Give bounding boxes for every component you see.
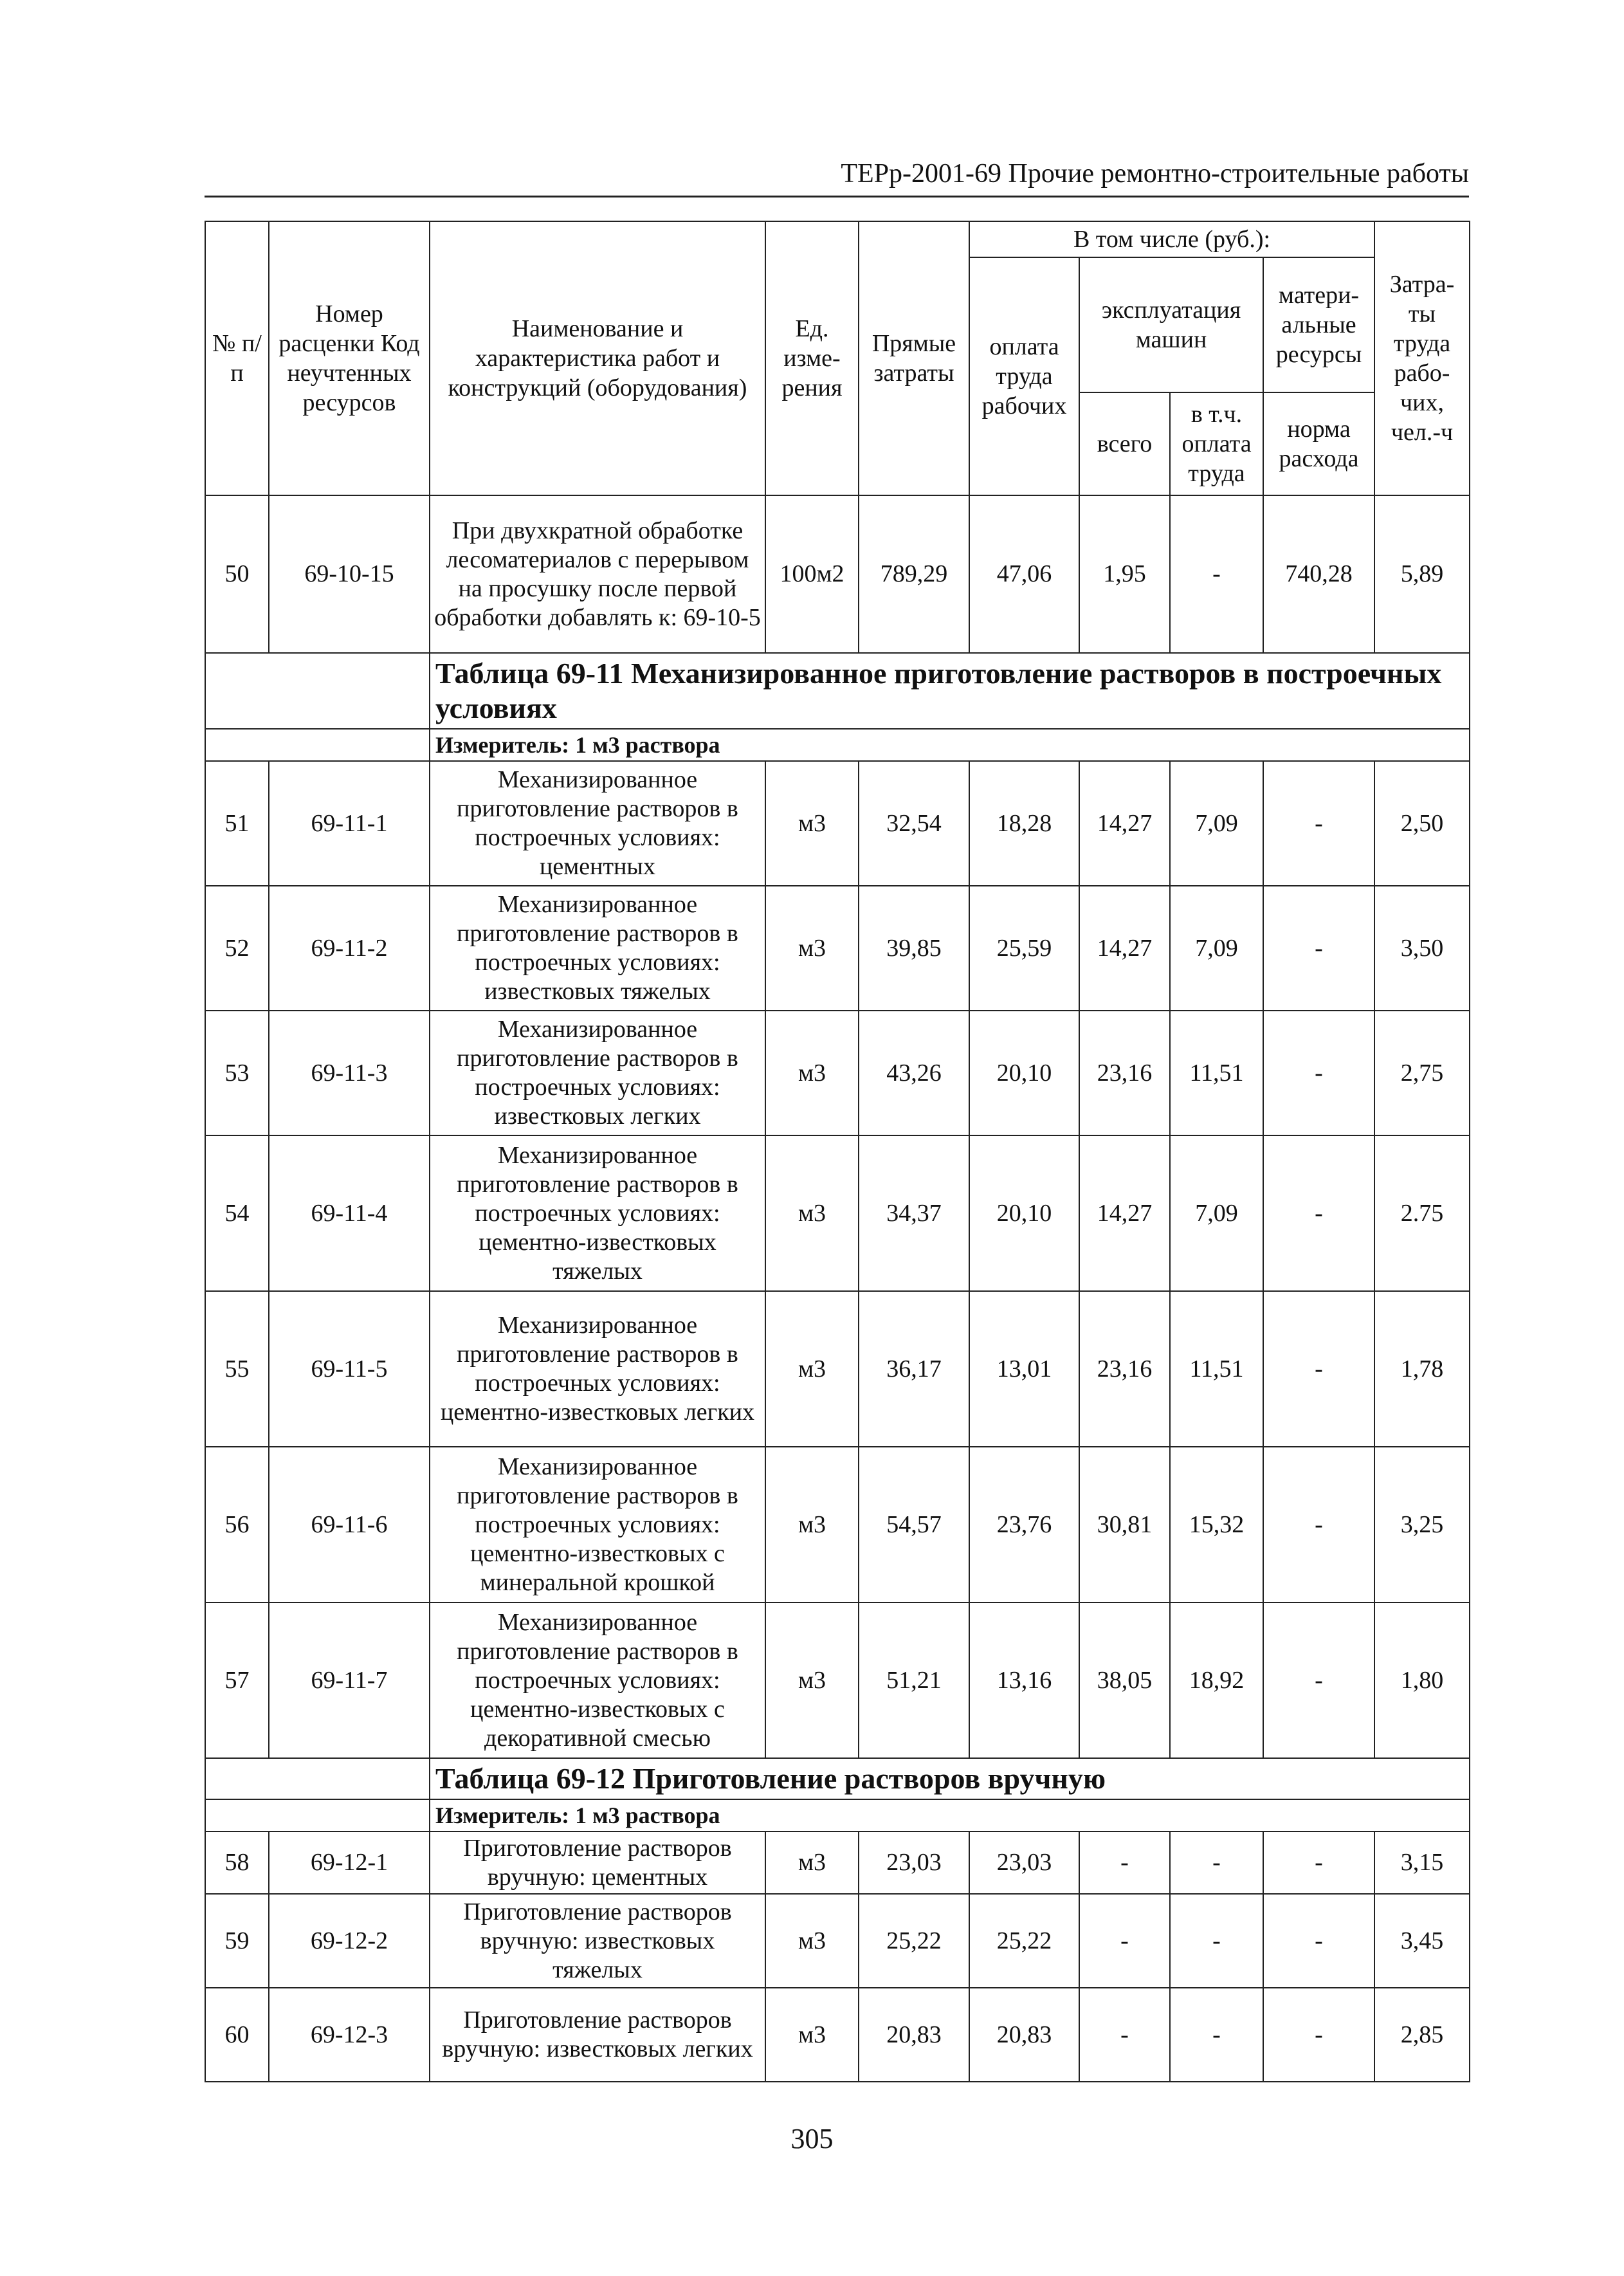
table-row	[205, 1894, 1470, 1988]
cell-machines-total: 14,27	[1079, 886, 1170, 1011]
cell-materials: -	[1263, 1988, 1374, 2082]
cell-num: 57	[205, 1602, 269, 1758]
cell-direct: 43,26	[859, 1011, 969, 1135]
table-row	[205, 1447, 1470, 1602]
cell-machines-total: 14,27	[1079, 761, 1170, 886]
cell-num: 55	[205, 1291, 269, 1447]
cell-labor-pay: 20,10	[969, 1011, 1079, 1135]
cell-labor-costs: 3,25	[1374, 1447, 1470, 1602]
cell-materials: -	[1263, 1602, 1374, 1758]
cell-name: Механизированное приготовление растворов в построечных условиях: цементных	[430, 761, 765, 886]
cell-materials: -	[1263, 1831, 1374, 1894]
col-name: Наименование и характеристика работ и конструкций (оборудования)	[430, 221, 765, 495]
section-title-row	[205, 653, 1470, 729]
cell-unit: м3	[765, 1011, 859, 1135]
cell-unit: м3	[765, 1291, 859, 1447]
cell-labor-costs: 3,15	[1374, 1831, 1470, 1894]
col-num: № п/п	[205, 221, 269, 495]
cell-machines-labor: -	[1170, 1831, 1263, 1894]
table-row	[205, 1291, 1470, 1447]
price-table	[205, 221, 1470, 2082]
cell-labor-costs: 2,50	[1374, 761, 1470, 886]
cell-unit: м3	[765, 1135, 859, 1291]
cell-machines-total: 14,27	[1079, 1135, 1170, 1291]
cell-materials: -	[1263, 1447, 1374, 1602]
cell-direct: 54,57	[859, 1447, 969, 1602]
cell-materials: -	[1263, 1011, 1374, 1135]
cell-code: 69-12-3	[269, 1988, 430, 2082]
cell-machines-labor: 15,32	[1170, 1447, 1263, 1602]
cell-machines-labor: -	[1170, 495, 1263, 653]
cell-unit: м3	[765, 761, 859, 886]
cell-unit: м3	[765, 1831, 859, 1894]
cell-num: 59	[205, 1894, 269, 1988]
col-code: Номер расценки Код неучтенных ресурсов	[269, 221, 430, 495]
cell-unit: м3	[765, 886, 859, 1011]
cell-name: Механизированное приготовление растворов в построечных условиях: цементно-известковых с минеральной крошкой	[430, 1447, 765, 1602]
cell-num: 60	[205, 1988, 269, 2082]
cell-num: 52	[205, 886, 269, 1011]
table-row	[205, 1988, 1470, 2082]
cell-direct: 36,17	[859, 1291, 969, 1447]
cell-machines-total: 23,16	[1079, 1291, 1170, 1447]
cell-labor-pay: 13,01	[969, 1291, 1079, 1447]
table-header	[205, 221, 1470, 495]
table-row	[205, 495, 1470, 653]
cell-code: 69-12-2	[269, 1894, 430, 1988]
section-title: Таблица 69-12 Приготовление растворов вручную	[430, 1758, 1470, 1799]
cell-unit: м3	[765, 1894, 859, 1988]
cell-num: 58	[205, 1831, 269, 1894]
cell-code: 69-11-7	[269, 1602, 430, 1758]
table-row	[205, 886, 1470, 1011]
cell-labor-costs: 1,80	[1374, 1602, 1470, 1758]
page-number: 305	[790, 2123, 834, 2154]
cell-machines-labor: 7,09	[1170, 886, 1263, 1011]
meter-row	[205, 729, 1470, 761]
cell-name: Механизированное приготовление растворов в построечных условиях: цементно-известковых с декоративной смесью	[430, 1602, 765, 1758]
cell-labor-costs: 2,85	[1374, 1988, 1470, 2082]
cell-materials: 740,28	[1263, 495, 1374, 653]
col-machines: эксплуатация машин	[1079, 257, 1263, 392]
cell-materials: -	[1263, 886, 1374, 1011]
cell-machines-total: 1,95	[1079, 495, 1170, 653]
cell-code: 69-11-4	[269, 1135, 430, 1291]
cell-direct: 23,03	[859, 1831, 969, 1894]
cell-labor-pay: 23,03	[969, 1831, 1079, 1894]
cell-direct: 25,22	[859, 1894, 969, 1988]
cell-code: 69-11-1	[269, 761, 430, 886]
col-labor-costs: Затра-ты труда рабо-чих, чел.-ч	[1374, 221, 1470, 495]
cell-labor-costs: 1,78	[1374, 1291, 1470, 1447]
cell-direct: 51,21	[859, 1602, 969, 1758]
cell-num: 50	[205, 495, 269, 653]
cell-unit: м3	[765, 1602, 859, 1758]
cell-unit: м3	[765, 1447, 859, 1602]
col-machines-labor: в т.ч. оплата труда	[1170, 392, 1263, 495]
cell-materials: -	[1263, 1291, 1374, 1447]
col-machines-total: всего	[1079, 392, 1170, 495]
cell-name: Приготовление растворов вручную: известковых легких	[430, 1988, 765, 2082]
cell-machines-total: 38,05	[1079, 1602, 1170, 1758]
cell-direct: 34,37	[859, 1135, 969, 1291]
cell-name: Приготовление растворов вручную: известковых тяжелых	[430, 1894, 765, 1988]
cell-num: 56	[205, 1447, 269, 1602]
cell-machines-labor: 7,09	[1170, 1135, 1263, 1291]
table-row	[205, 1135, 1470, 1291]
table-row	[205, 761, 1470, 886]
cell-machines-labor: -	[1170, 1988, 1263, 2082]
col-materials: матери-альные ресурсы	[1263, 257, 1374, 392]
cell-labor-pay: 47,06	[969, 495, 1079, 653]
col-materials-norm: норма расхода	[1263, 392, 1374, 495]
table-row	[205, 1011, 1470, 1135]
cell-labor-pay: 25,59	[969, 886, 1079, 1011]
col-direct: Прямые затраты	[859, 221, 969, 495]
cell-num: 53	[205, 1011, 269, 1135]
cell-code: 69-11-5	[269, 1291, 430, 1447]
cell-direct: 789,29	[859, 495, 969, 653]
meter-row	[205, 1799, 1470, 1831]
cell-labor-pay: 20,10	[969, 1135, 1079, 1291]
cell-machines-total: 23,16	[1079, 1011, 1170, 1135]
cell-num: 51	[205, 761, 269, 886]
cell-code: 69-12-1	[269, 1831, 430, 1894]
cell-labor-pay: 13,16	[969, 1602, 1079, 1758]
cell-code: 69-11-6	[269, 1447, 430, 1602]
cell-machines-labor: 11,51	[1170, 1291, 1263, 1447]
cell-name: Механизированное приготовление растворов в построечных условиях: известковых легких	[430, 1011, 765, 1135]
cell-machines-total: -	[1079, 1894, 1170, 1988]
col-labor-pay: оплата труда рабочих	[969, 257, 1079, 495]
cell-direct: 32,54	[859, 761, 969, 886]
cell-labor-pay: 20,83	[969, 1988, 1079, 2082]
section-title: Таблица 69-11 Механизированное приготовление растворов в построечных условиях	[430, 653, 1470, 729]
col-including: В том числе (руб.):	[969, 221, 1374, 257]
cell-code: 69-10-15	[269, 495, 430, 653]
cell-code: 69-11-2	[269, 886, 430, 1011]
cell-unit: м3	[765, 1988, 859, 2082]
cell-labor-costs: 5,89	[1374, 495, 1470, 653]
cell-machines-labor: -	[1170, 1894, 1263, 1988]
cell-materials: -	[1263, 1135, 1374, 1291]
col-unit: Ед. изме-рения	[765, 221, 859, 495]
cell-machines-total: -	[1079, 1831, 1170, 1894]
section-title-row	[205, 1758, 1470, 1799]
cell-unit: 100м2	[765, 495, 859, 653]
cell-machines-labor: 18,92	[1170, 1602, 1263, 1758]
table-row	[205, 1602, 1470, 1758]
cell-name: Приготовление растворов вручную: цементных	[430, 1831, 765, 1894]
cell-labor-costs: 2.75	[1374, 1135, 1470, 1291]
cell-name: Механизированное приготовление растворов в построечных условиях: цементно-известковых легких	[430, 1291, 765, 1447]
cell-code: 69-11-3	[269, 1011, 430, 1135]
cell-direct: 39,85	[859, 886, 969, 1011]
cell-direct: 20,83	[859, 1988, 969, 2082]
running-header: ТЕРр-2001-69 Прочие ремонтно-строительные работы	[205, 158, 1469, 197]
table-row	[205, 1831, 1470, 1894]
cell-machines-labor: 11,51	[1170, 1011, 1263, 1135]
cell-labor-pay: 25,22	[969, 1894, 1079, 1988]
cell-labor-pay: 23,76	[969, 1447, 1079, 1602]
meter-label: Измеритель: 1 м3 раствора	[430, 1799, 1470, 1831]
cell-labor-costs: 3,45	[1374, 1894, 1470, 1988]
cell-materials: -	[1263, 1894, 1374, 1988]
cell-materials: -	[1263, 761, 1374, 886]
cell-labor-pay: 18,28	[969, 761, 1079, 886]
meter-label: Измеритель: 1 м3 раствора	[430, 729, 1470, 761]
cell-name: Механизированное приготовление растворов в построечных условиях: известковых тяжелых	[430, 886, 765, 1011]
cell-name: При двухкратной обработке лесоматериалов с перерывом на просушку после первой обработки добавлять к: 69-10-5	[430, 495, 765, 653]
cell-machines-labor: 7,09	[1170, 761, 1263, 886]
cell-name: Механизированное приготовление растворов в построечных условиях: цементно-известковых тяжелых	[430, 1135, 765, 1291]
cell-machines-total: -	[1079, 1988, 1170, 2082]
cell-labor-costs: 2,75	[1374, 1011, 1470, 1135]
cell-labor-costs: 3,50	[1374, 886, 1470, 1011]
cell-num: 54	[205, 1135, 269, 1291]
cell-machines-total: 30,81	[1079, 1447, 1170, 1602]
